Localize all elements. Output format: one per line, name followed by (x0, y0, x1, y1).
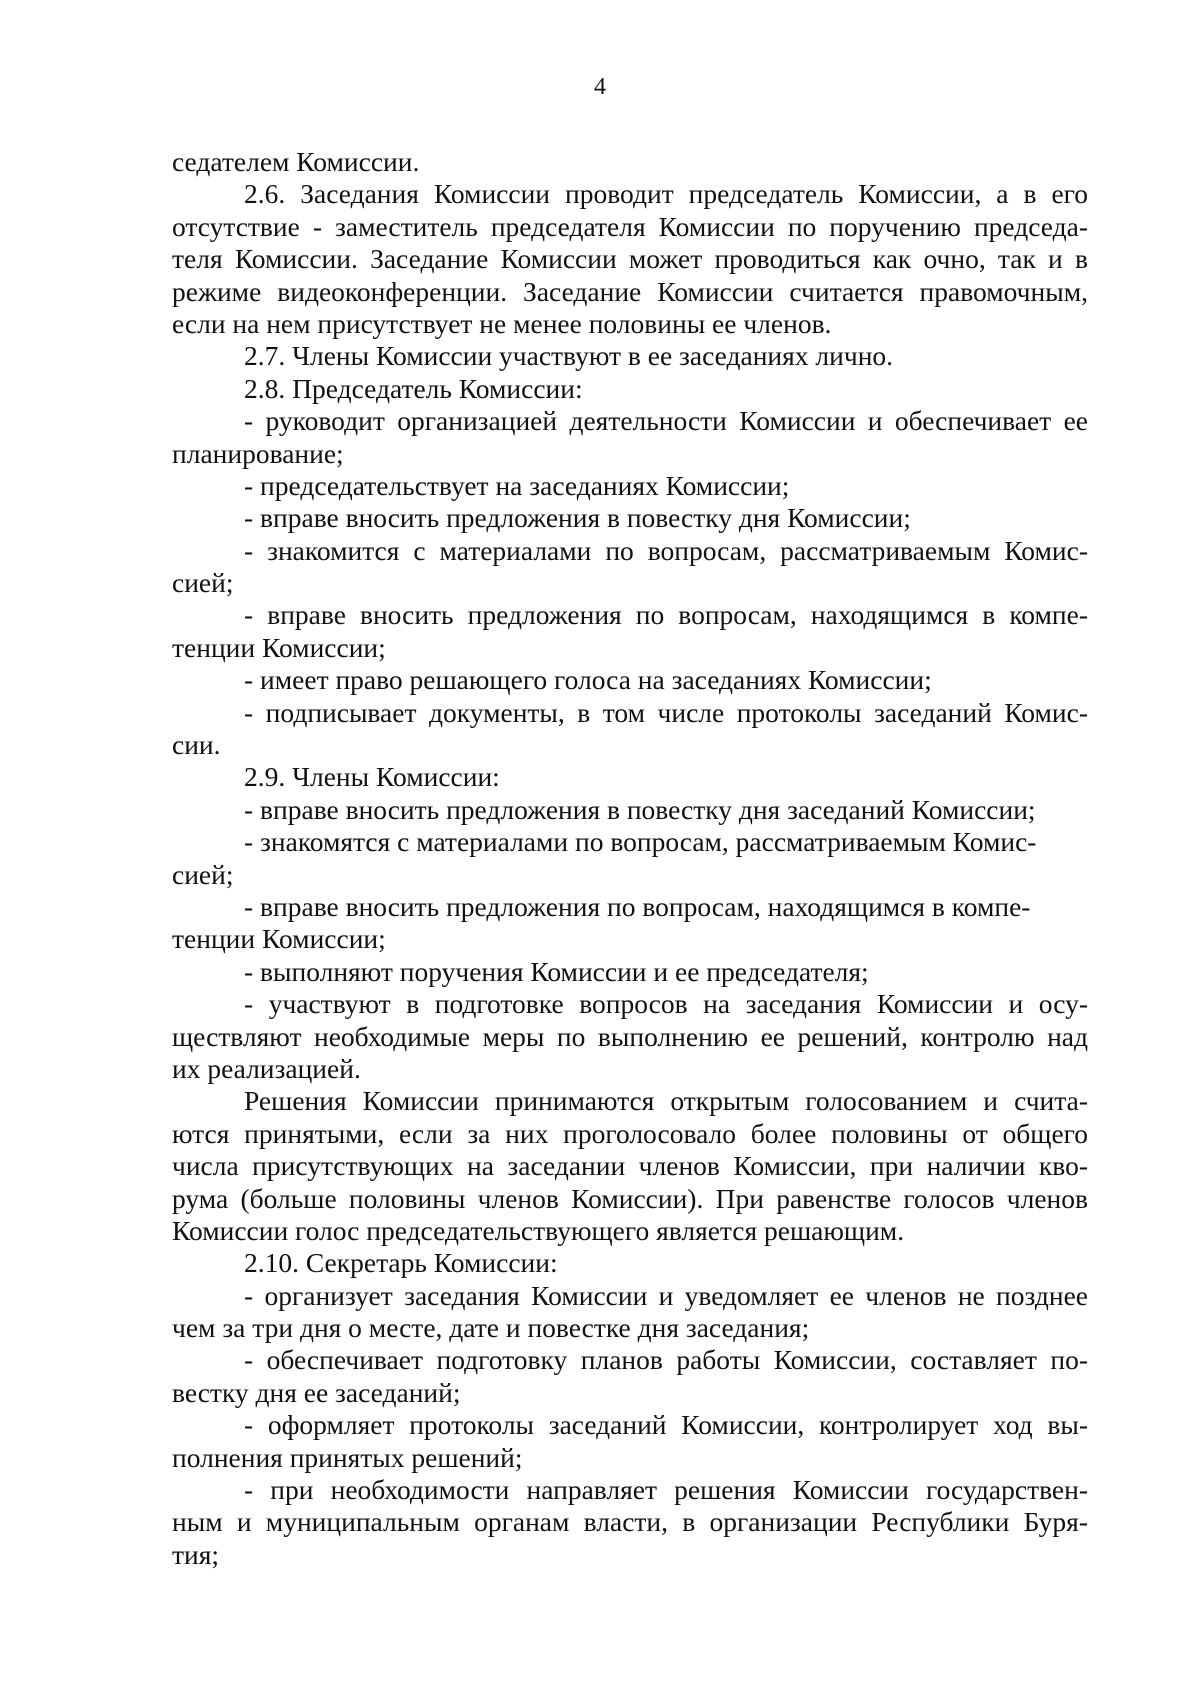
text-line: чем за три дня о месте, дате и повестке дня заседания; (172, 1312, 810, 1344)
text-line: вестку дня ее заседаний; (172, 1376, 461, 1408)
text-line: - вправе вносить предложения по вопросам, находящимся в компе- (244, 890, 1031, 922)
text-line: их реализацией. (172, 1052, 361, 1084)
text-line: тенции Комиссии; (172, 631, 386, 663)
text-line: отсутствие - заместитель председателя Комиссии по поручению председа- (172, 210, 1088, 242)
text-line: ществляют необходимые меры по выполнению ее решений, контролю над (172, 1020, 1088, 1052)
text-line: тия; (172, 1538, 220, 1570)
page-number: 4 (594, 74, 606, 100)
text-line: планирование; (172, 437, 344, 469)
text-line: ются принятыми, если за них проголосовало более половины от общего (172, 1117, 1088, 1149)
text-line: - имеет право решающего голоса на заседаниях Комиссии; (244, 664, 932, 696)
text-line: Решения Комиссии принимаются открытым голосованием и счита- (244, 1085, 1088, 1117)
text-line: если на нем присутствует не менее половины ее членов. (172, 307, 832, 339)
text-line: - организует заседания Комиссии и уведомляет ее членов не позднее (244, 1279, 1088, 1311)
text-line: сией; (172, 567, 234, 599)
text-line: - вправе вносить предложения в повестку дня заседаний Комиссии; (244, 793, 1036, 825)
text-line: полнения принятых решений; (172, 1441, 523, 1473)
text-line: 2.9. Члены Комиссии: (244, 761, 500, 793)
text-line: режиме видеоконференции. Заседание Комиссии считается правомочным, (172, 275, 1088, 307)
text-line: - участвуют в подготовке вопросов на заседания Комиссии и осу- (244, 988, 1088, 1020)
text-line: 2.8. Председатель Комиссии: (244, 372, 583, 404)
text-line: тенции Комиссии; (172, 923, 386, 955)
text-line: числа присутствующих на заседании членов Комиссии, при наличии кво- (172, 1150, 1088, 1182)
text-line: - подписывает документы, в том числе протоколы заседаний Комис- (244, 696, 1088, 728)
text-line: сией; (172, 858, 234, 890)
text-line: сии. (172, 729, 221, 761)
text-line: ным и муниципальным органам власти, в организации Республики Буря- (172, 1506, 1088, 1538)
text-line: - вправе вносить предложения в повестку дня Комиссии; (244, 502, 911, 534)
text-line: - оформляет протоколы заседаний Комиссии, контролирует ход вы- (244, 1409, 1088, 1441)
text-line: - знакомится с материалами по вопросам, рассматриваемым Комис- (244, 534, 1088, 566)
text-line: 2.7. Члены Комиссии участвуют в ее заседаниях лично. (244, 340, 894, 372)
text-line: 2.10. Секретарь Комиссии: (244, 1247, 558, 1279)
text-line: 2.6. Заседания Комиссии проводит председатель Комиссии, а в его (244, 178, 1088, 210)
text-line: - руководит организацией деятельности Комиссии и обеспечивает ее (244, 405, 1088, 437)
text-line: теля Комиссии. Заседание Комиссии может проводиться как очно, так и в (172, 243, 1088, 275)
text-line: - выполняют поручения Комиссии и ее председателя; (244, 955, 869, 987)
text-line: рума (больше половины членов Комиссии). При равенстве голосов членов (172, 1182, 1088, 1214)
text-line: - при необходимости направляет решения Комиссии государствен- (244, 1474, 1088, 1506)
text-line: седателем Комиссии. (172, 146, 420, 177)
text-line: - знакомятся с материалами по вопросам, рассматриваемым Комис- (244, 826, 1037, 858)
text-line: - вправе вносить предложения по вопросам, находящимся в компе- (244, 599, 1088, 631)
text-line: - обеспечивает подготовку планов работы Комиссии, составляет по- (244, 1344, 1088, 1376)
document-body (172, 146, 1088, 1571)
text-line: - председательствует на заседаниях Комиссии; (244, 469, 790, 501)
text-line: Комиссии голос председательствующего является решающим. (172, 1214, 905, 1246)
